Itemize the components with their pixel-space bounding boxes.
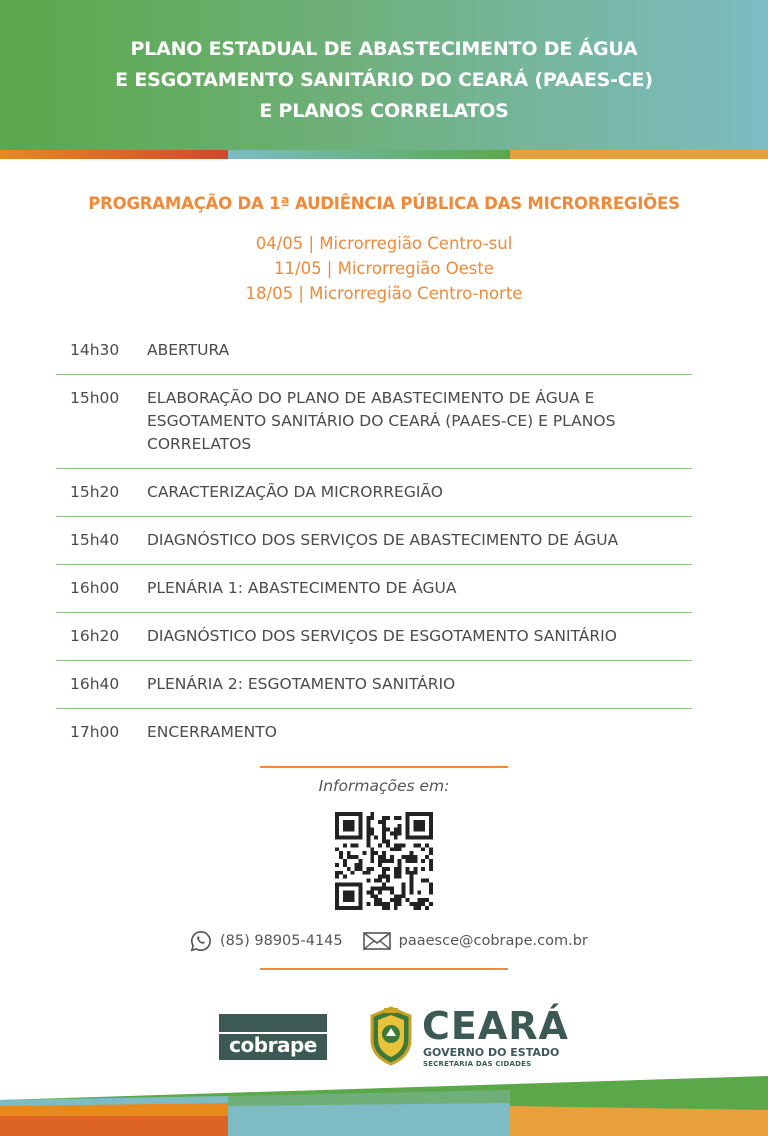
schedule-row [56, 375, 692, 469]
contacts [190, 929, 588, 953]
schedule-row [56, 327, 692, 375]
whatsapp-icon [190, 930, 212, 952]
date-line: 04/05 | Microrregião Centro-sul [255, 234, 513, 253]
schedule-time: 17h00 [70, 723, 120, 741]
schedule-time: 16h00 [70, 579, 120, 597]
ceara-government: GOVERNO DO ESTADO [423, 1046, 560, 1059]
schedule-row [56, 613, 692, 661]
schedule-time: 16h40 [70, 675, 120, 693]
schedule-desc: ABERTURA [147, 341, 230, 359]
qr-code[interactable] [335, 812, 433, 910]
date-line: 11/05 | Microrregião Oeste [274, 259, 494, 278]
phone-number: (85) 98905-4145 [220, 933, 343, 949]
decor-stripe-teal-green [228, 150, 510, 159]
schedule-time: 15h00 [70, 389, 120, 407]
date-line: 18/05 | Microrregião Centro-norte [245, 284, 523, 303]
schedule-desc: DIAGNÓSTICO DOS SERVIÇOS DE ABASTECIMENTO DE ÁGUA [147, 531, 619, 549]
schedule-table [56, 327, 692, 756]
ceara-secretariat: SECRETARIA DAS CIDADES [423, 1060, 532, 1068]
schedule-desc: DIAGNÓSTICO DOS SERVIÇOS DE ESGOTAMENTO SANITÁRIO [147, 627, 617, 645]
phone-contact[interactable] [190, 930, 343, 952]
schedule-desc: CARACTERIZAÇÃO DA MICRORREGIÃO [147, 483, 443, 501]
envelope-icon [363, 931, 391, 951]
dates-list [0, 231, 768, 306]
schedule-desc: ELABORAÇÃO DO PLANO DE ABASTECIMENTO DE ÁGUA E ESGOTAMENTO SANITÁRIO DO CEARÁ (PAAES-CE) E PLANOS CORRELATOS [147, 389, 616, 453]
program-subtitle: PROGRAMAÇÃO DA 1ª AUDIÊNCIA PÚBLICA DAS MICRORREGIÕES [88, 194, 680, 213]
schedule-time: 14h30 [70, 341, 120, 359]
ceara-name: CEARÁ [422, 1004, 569, 1048]
decor-stripe-yellow [510, 150, 768, 159]
schedule-row [56, 709, 692, 756]
schedule-row [56, 469, 692, 517]
email-contact[interactable] [363, 931, 588, 951]
page-title: PLANO ESTADUAL DE ABASTECIMENTO DE ÁGUA E ESGOTAMENTO SANITÁRIO DO CEARÁ (PAAES-CE) E PLANOS CORRELATOS [115, 38, 653, 122]
email-address: paaesce@cobrape.com.br [398, 933, 588, 949]
footer-decor [0, 1070, 768, 1136]
schedule-row [56, 565, 692, 613]
schedule-desc: PLENÁRIA 2: ESGOTAMENTO SANITÁRIO [147, 675, 456, 693]
schedule-row [56, 661, 692, 709]
divider-bottom [260, 968, 508, 970]
schedule-desc: PLENÁRIA 1: ABASTECIMENTO DE ÁGUA [147, 579, 457, 597]
divider-top [260, 766, 508, 768]
info-label: Informações em: [318, 777, 450, 795]
schedule-time: 16h20 [70, 627, 120, 645]
decor-stripe-orange [0, 150, 228, 159]
header-banner [0, 0, 768, 150]
schedule-desc: ENCERRAMENTO [147, 723, 277, 741]
schedule-row [56, 517, 692, 565]
ceara-seal-icon [366, 1006, 416, 1066]
schedule-time: 15h40 [70, 531, 120, 549]
schedule-time: 15h20 [70, 483, 120, 501]
cobrape-logo-text: cobrape [229, 1033, 317, 1057]
